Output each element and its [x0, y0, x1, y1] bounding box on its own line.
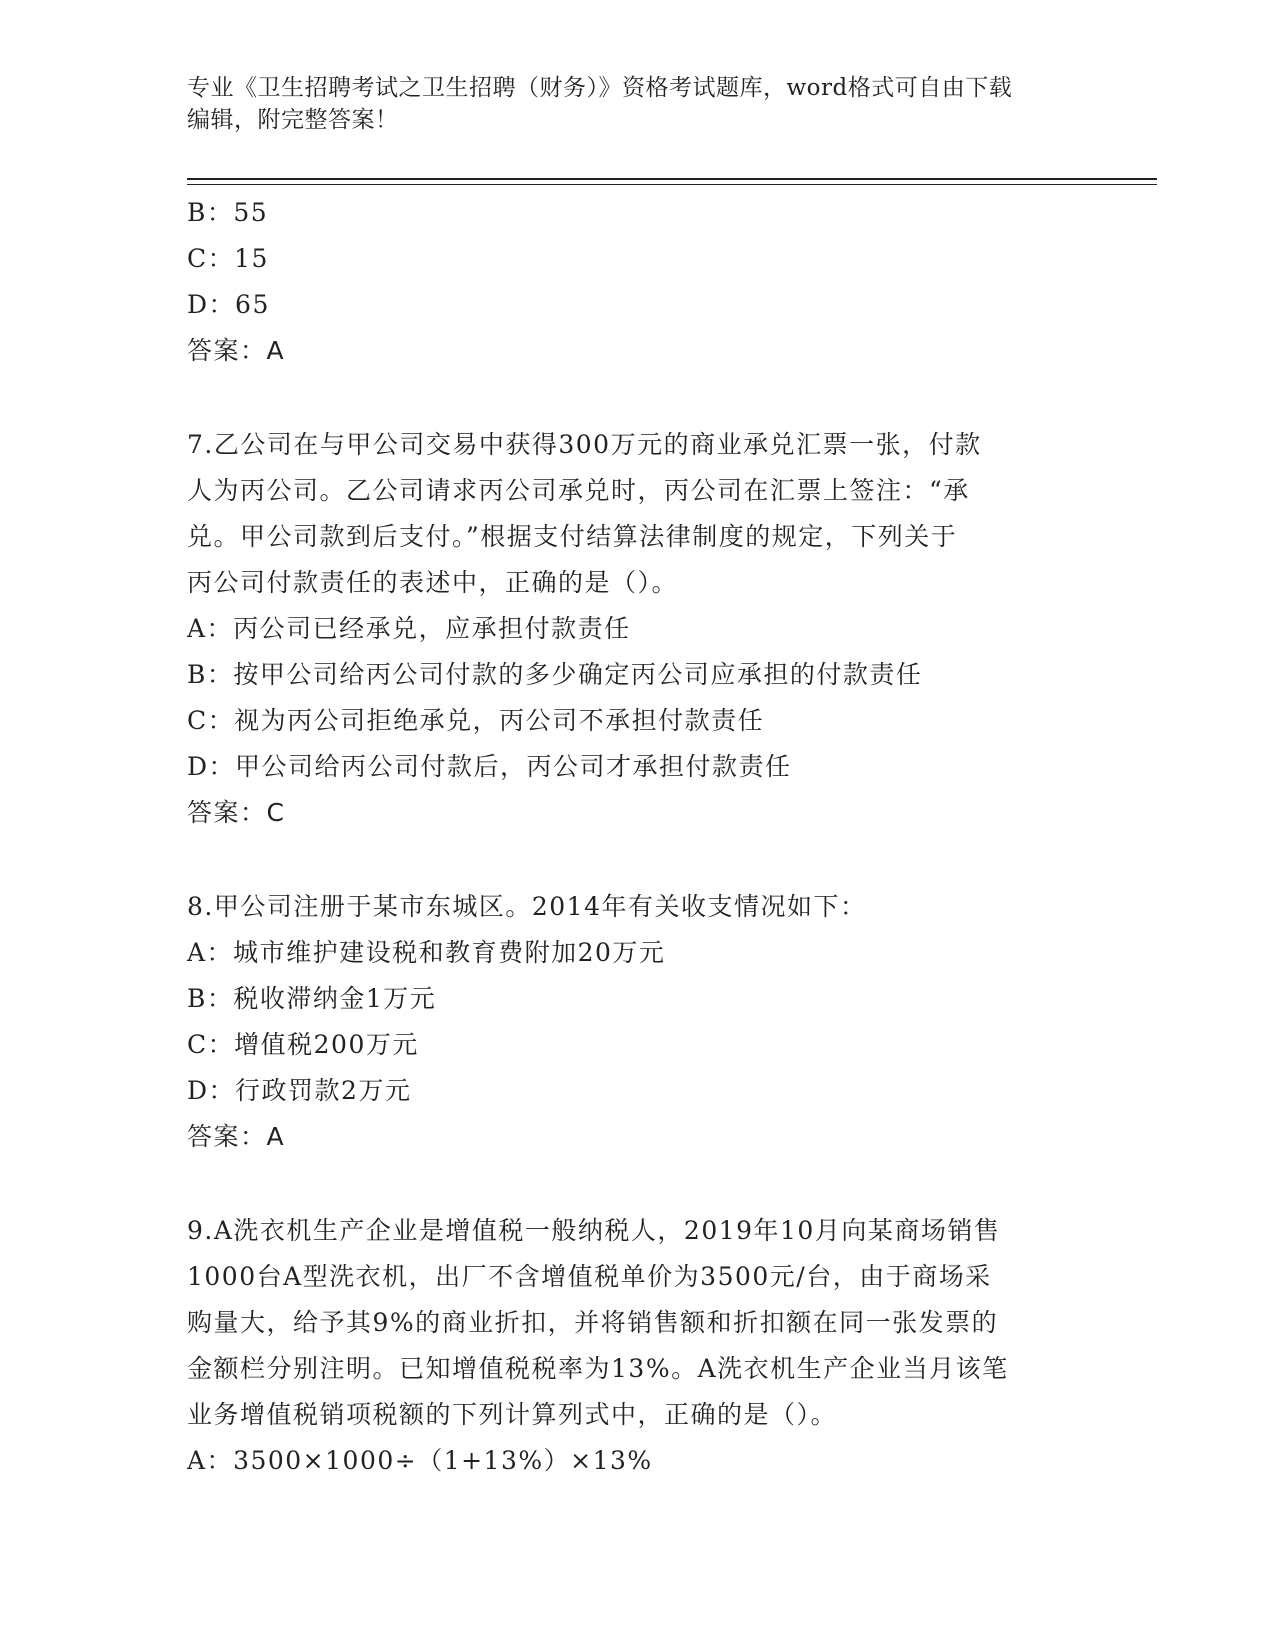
answer: 答案：A — [187, 336, 286, 365]
question-stem-line: 9.A洗衣机生产企业是增值税一般纳税人，2019年10月向某商场销售 — [187, 1216, 1001, 1245]
question-stem-line: 业务增值税销项税额的下列计算列式中，正确的是（）。 — [187, 1400, 838, 1429]
option-b: B：55 — [187, 198, 269, 227]
header-line-1: 专业《卫生招聘考试之卫生招聘（财务）》资格考试题库，word格式可自由下载 — [187, 75, 1013, 101]
option-b: B：税收滞纳金1万元 — [187, 984, 437, 1013]
question-9 — [187, 1208, 1077, 1484]
option-d: D：行政罚款2万元 — [187, 1076, 412, 1105]
prev-question — [187, 190, 1077, 374]
question-stem-line: 金额栏分别注明。已知增值税税率为13%。A洗衣机生产企业当月该笔 — [187, 1354, 1009, 1383]
answer: 答案：A — [187, 1122, 286, 1151]
question-stem-line: 人为丙公司。乙公司请求丙公司承兑时，丙公司在汇票上签注：“承 — [187, 476, 970, 505]
option-c: C：15 — [187, 244, 269, 273]
option-c: C：视为丙公司拒绝承兑，丙公司不承担付款责任 — [187, 706, 765, 735]
header-rule-thick — [187, 178, 1157, 180]
question-stem-line: 7.乙公司在与甲公司交易中获得300万元的商业承兑汇票一张，付款 — [187, 430, 982, 459]
question-stem-line: 兑。甲公司款到后支付。”根据支付结算法律制度的规定，下列关于 — [187, 522, 958, 551]
option-a: A：3500×1000÷（1+13%）×13% — [187, 1446, 653, 1475]
option-b: B：按甲公司给丙公司付款的多少确定丙公司应承担的付款责任 — [187, 660, 923, 689]
header-rule-thin — [187, 184, 1157, 185]
option-a: A：城市维护建设税和教育费附加20万元 — [187, 938, 666, 967]
question-content — [187, 190, 1077, 1484]
question-stem-line: 购量大，给予其9%的商业折扣，并将销售额和折扣额在同一张发票的 — [187, 1308, 999, 1337]
document-header — [187, 72, 1087, 136]
option-d: D：65 — [187, 290, 270, 319]
question-stem-line: 1000台A型洗衣机，出厂不含增值税单价为3500元/台，由于商场采 — [187, 1262, 992, 1291]
option-d: D：甲公司给丙公司付款后，丙公司才承担付款责任 — [187, 752, 792, 781]
question-stem-line: 丙公司付款责任的表述中，正确的是（）。 — [187, 568, 679, 597]
header-line-2: 编辑，附完整答案！ — [187, 107, 399, 133]
option-c: C：增值税200万元 — [187, 1030, 419, 1059]
answer: 答案：C — [187, 798, 286, 827]
option-a: A：丙公司已经承兑，应承担付款责任 — [187, 614, 631, 643]
question-8 — [187, 884, 1077, 1160]
question-stem-line: 8.甲公司注册于某市东城区。2014年有关收支情况如下： — [187, 892, 867, 921]
question-7 — [187, 422, 1077, 836]
